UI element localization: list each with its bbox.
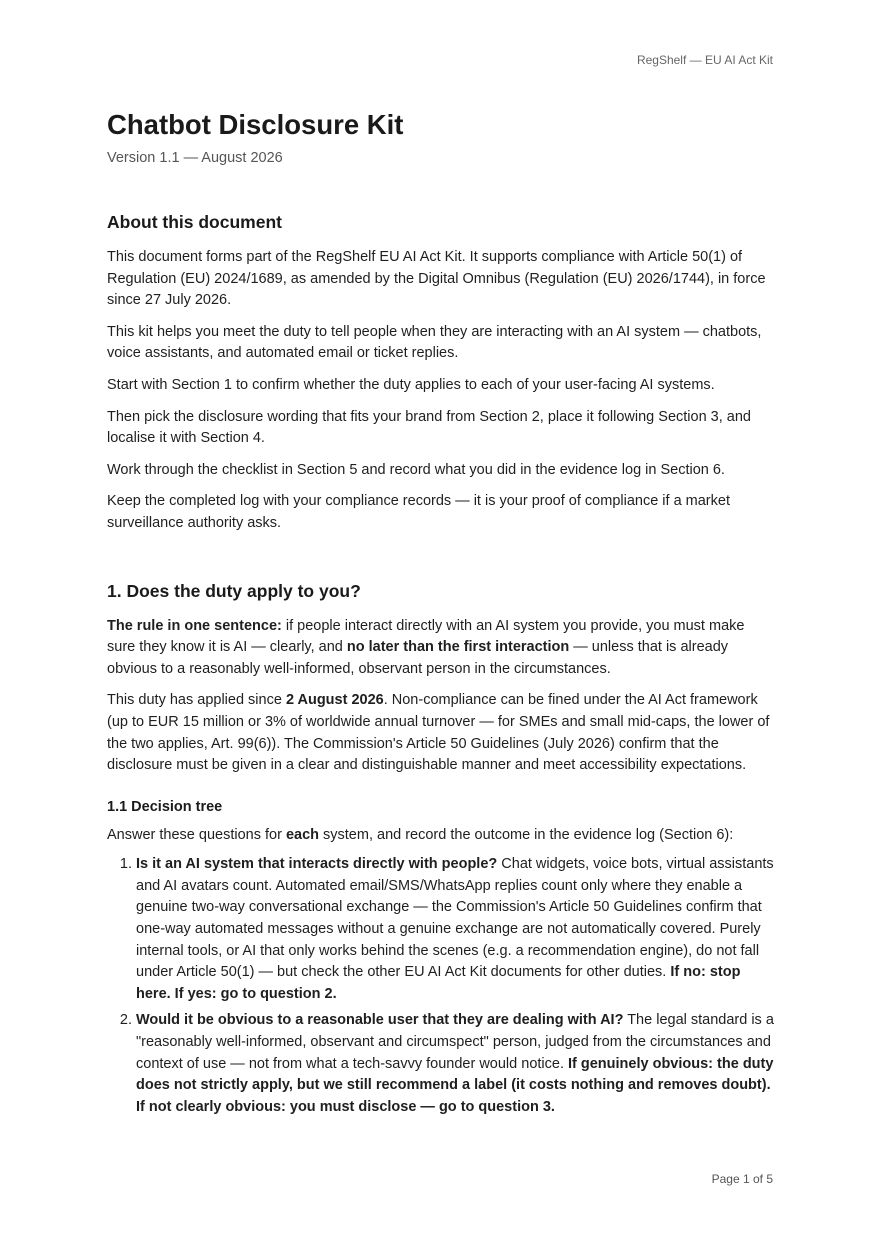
applied-paragraph <box>107 690 775 776</box>
rule-text-a: if people interact directly with an AI system you provide, you must make sure they know it is AI — clearly, and <box>107 617 745 656</box>
rule-text-b: — unless that is already obvious to a reasonably well-informed, observant person in the circumstances. <box>107 639 729 677</box>
rule-emphasis: no later than the first interaction <box>346 639 570 656</box>
about-heading: About this document <box>107 212 282 232</box>
running-header: RegShelf — EU AI Act Kit <box>636 53 773 67</box>
decision-tree-list <box>107 854 775 1118</box>
answer-text-b: system, and record the outcome in the evidence log (Section 6): <box>319 826 734 843</box>
rule-paragraph <box>107 616 775 681</box>
answer-paragraph <box>107 825 775 847</box>
question-1-outcome: If no: stop here. If yes: go to question 2. <box>136 964 741 1002</box>
question-1-text: Chat widgets, voice bots, virtual assistants and AI avatars count. Automated email/SMS/WhatsApp replies count only where they enable a genuine two-way conversational exchange — the Commission's Article 50 Guidelines confirm that one-way automated messages without a genuine exchange are not automatically covered. Purely internal tools, or AI that only works behind the scenes (e.g. a recommendation engine), do not fall under Article 50(1) — but check the other EU AI Act Kit documents for other duties. <box>136 856 774 981</box>
applied-date: 2 August 2026 <box>285 692 384 709</box>
decision-question-2 <box>136 1010 775 1118</box>
applied-text-a: This duty has applied since <box>107 692 286 709</box>
question-2-title: Would it be obvious to a reasonable user that they are dealing with AI? <box>136 1012 624 1029</box>
decision-question-1 <box>136 854 775 1005</box>
question-1-title: Is it an AI system that interacts directly with people? <box>136 856 498 873</box>
about-paragraph-2: This kit helps you meet the duty to tell people when they are interacting with an AI system — chatbots, voice assistants, and automated email or ticket replies. <box>107 323 762 362</box>
document-title: Chatbot Disclosure Kit <box>107 109 404 140</box>
version-line: Version 1.1 — August 2026 <box>107 150 283 166</box>
page-number: Page 1 of 5 <box>711 1172 773 1186</box>
rule-label: The rule in one sentence: <box>107 617 282 634</box>
about-paragraph-3: Start with Section 1 to confirm whether the duty applies to each of your user-facing AI systems. <box>107 376 715 393</box>
applied-text-b: . Non-compliance can be fined under the AI Act framework (up to EUR 15 million or 3% of worldwide annual turnover — for SMEs and small mid-caps, the lower of the two applies, Art. 99(6)). The Commission's Article 50 Guidelines (July 2026) confirm that the disclosure must be given in a clear and distinguishable manner and meet accessibility expectations. <box>107 692 770 774</box>
about-paragraph-5: Work through the checklist in Section 5 and record what you did in the evidence log in Section 6. <box>107 461 725 478</box>
about-paragraph-4: Then pick the disclosure wording that fits your brand from Section 2, place it following Section 3, and localise it with Section 4. <box>107 408 751 447</box>
about-paragraph-1: This document forms part of the RegShelf EU AI Act Kit. It supports compliance with Article 50(1) of Regulation (EU) 2024/1689, as amended by the Digital Omnibus (Regulation (EU) 2026/1744), in force since 27 July 2026. <box>107 249 766 309</box>
about-paragraph-6: Keep the completed log with your compliance records — it is your proof of compliance if a market surveillance authority asks. <box>107 493 730 531</box>
decision-tree-heading: 1.1 Decision tree <box>107 798 223 815</box>
section-1-heading: 1. Does the duty apply to you? <box>107 580 361 601</box>
answer-emphasis: each <box>285 826 319 843</box>
question-2-text: The legal standard is a "reasonably well-informed, observant and circumspect" person, judged from the circumstances and context of use — not from what a tech-savvy founder would notice. <box>136 1012 774 1072</box>
answer-text-a: Answer these questions for <box>107 826 286 843</box>
question-2-outcome: If genuinely obvious: the duty does not strictly apply, but we still recommend a label (it costs nothing and removes doubt). If not clearly obvious: you must disclose — go to question 3. <box>136 1055 774 1115</box>
document-body <box>107 108 775 1123</box>
